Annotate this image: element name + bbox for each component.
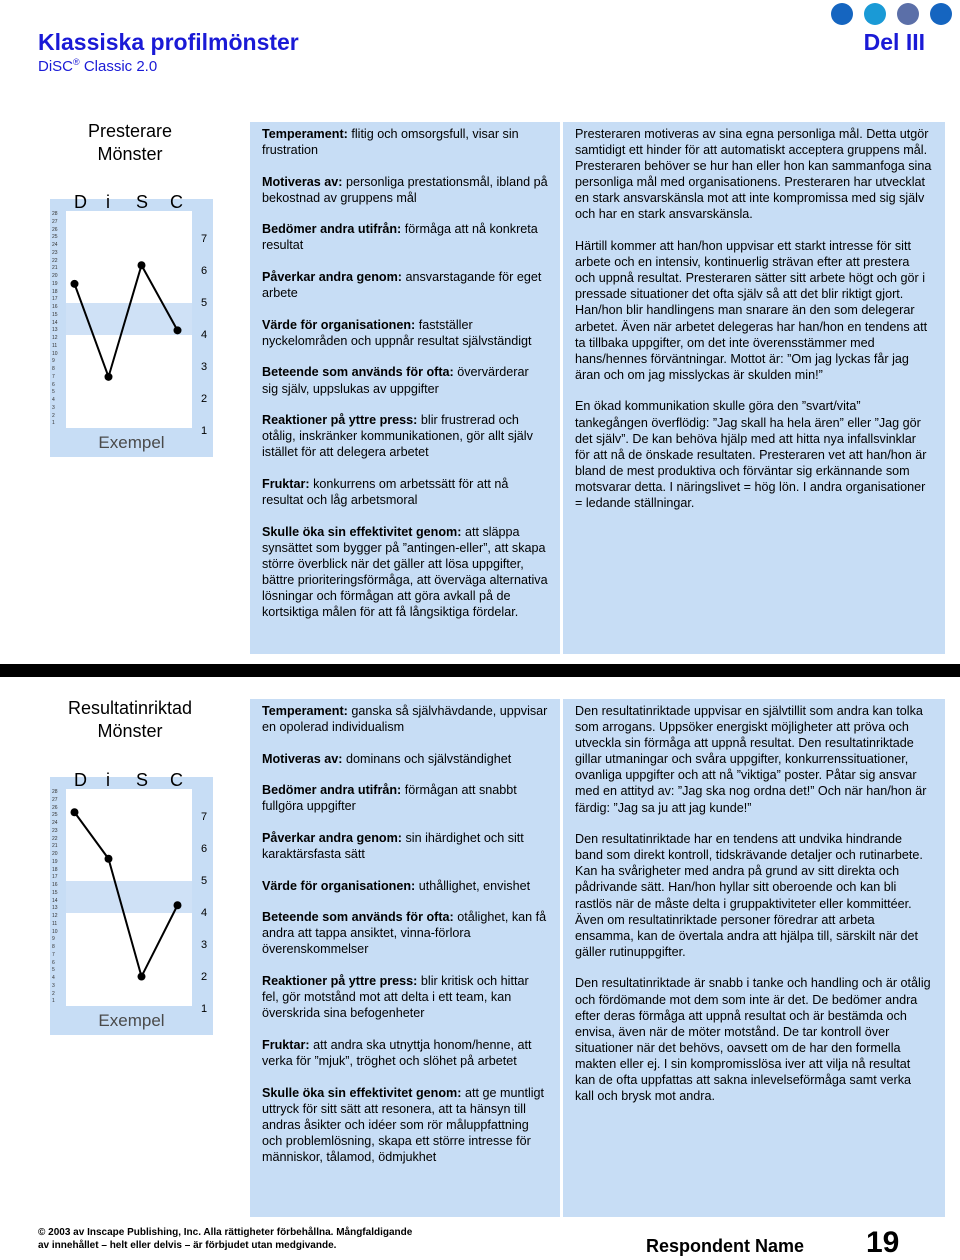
profile-name-line2: Mönster — [97, 721, 163, 741]
disc-letter-i: i — [106, 192, 110, 212]
left-scale-tick: 8 — [52, 366, 55, 372]
left-scale-tick: 25 — [52, 234, 58, 241]
left-scale-tick: 20 — [52, 851, 58, 857]
trait-item — [262, 317, 548, 349]
profile-line-chart — [50, 777, 213, 1035]
left-scale-tick: 27 — [52, 218, 58, 225]
right-scale-tick: 1 — [200, 1003, 208, 1015]
profile-point-d — [71, 808, 79, 816]
left-scale-tick: 26 — [52, 804, 58, 811]
right-scale-tick: 5 — [200, 875, 208, 887]
left-scale-tick: 22 — [52, 835, 58, 842]
trait-text: förmågan att snabbt fullgöra uppgifter — [262, 783, 517, 814]
description-paragraph: En ökad kommunikation skulle göra den ”svart/vita” tankegången överflödig: ”Jag skall ha hela ären” eller ”Jag gör det själv”. De kan behöva hjälp med att hitta nya infallsvinklar för att nå de önskade resultaten. Presteraren vet att han/hon är bland de mest produktiva och förväntar sig erkännande som motsvarar detta. I näringslivet = hög lön. I andra organisationer = ledande ställningar. — [575, 399, 927, 510]
trait-item — [262, 751, 548, 767]
profile-name — [50, 120, 210, 166]
trait-text: fastställer nyckelområden och uppnår resultat självständigt — [262, 317, 532, 348]
left-scale-tick: 11 — [52, 920, 58, 927]
trait-item — [262, 703, 548, 735]
trait-item — [262, 1037, 548, 1069]
trait-item — [262, 524, 548, 621]
description-column — [563, 122, 945, 654]
profile-name-line2: Mönster — [97, 144, 163, 164]
trait-text: personliga prestationsmål, ibland på bekostnad av gruppens mål — [262, 174, 548, 205]
left-scale-tick: 7 — [52, 951, 55, 958]
left-scale-tick: 9 — [52, 358, 55, 365]
disc-letter-i: i — [106, 770, 110, 790]
left-scale-tick: 28 — [52, 789, 58, 795]
trait-label: Fruktar: — [262, 1037, 310, 1052]
left-scale-tick: 1 — [52, 998, 55, 1005]
trait-label: Temperament: — [262, 127, 348, 141]
trait-text: dominans och självständighet — [342, 751, 512, 766]
trait-item — [262, 126, 548, 158]
dot-2 — [864, 3, 886, 25]
right-scale-tick: 3 — [200, 939, 208, 951]
description-paragraph: Den resultatinriktade uppvisar en självtillit som andra kan tolka som arrogans. Uppsöker energiskt möjligheter att pröva och utveckla sin förmåga att uppnå resultat. Den resultatinriktade gillar utmaningar och svåra uppgifter, konkurrenssituationer, ovanliga uppgifter och att nå ”viktiga” poster. Påtar sig ansvar med en attityd av: ”Jag ska nog ordna det!” Och när han/hon är färdig: ”Jag sa ju att jag kunde!” — [575, 704, 927, 815]
right-scale-tick: 3 — [200, 361, 208, 373]
profile-point-s — [138, 973, 146, 981]
trait-item — [262, 1085, 548, 1165]
left-scale-tick: 15 — [52, 889, 58, 896]
left-scale-tick: 6 — [52, 959, 55, 966]
left-scale-tick: 26 — [52, 226, 58, 233]
trait-label: Beteende som används för ofta: — [262, 910, 454, 925]
left-scale-tick: 20 — [52, 273, 58, 279]
description-paragraph: Den resultatinriktade är snabb i tanke och handling och är otålig och fördömande mot dem som inte är det. De bedömer andra efter deras förmåga att uppnå resultat och är bestämda och envisa, även när de möter motstånd. De tar kontroll över situationer när det behövs, oavsett om de har den formella makten eller ej. I sin kompromisslösa iver att vilja nå resultat kan de ofta uppfattas att sakna inlevelseförmåga samt verka kall och brysk mot andra. — [575, 976, 931, 1104]
disc-letter-c: C — [170, 770, 183, 790]
left-scale-tick: 15 — [52, 311, 58, 318]
right-scale-tick: 4 — [200, 329, 208, 341]
respondent-name: Respondent Name — [646, 1236, 805, 1256]
trait-label: Skulle öka sin effektivitet genom: — [262, 524, 462, 539]
trait-label: Reaktioner på yttre press: — [262, 974, 418, 989]
left-scale-tick: 18 — [52, 866, 58, 873]
right-scale-tick: 4 — [200, 907, 208, 919]
trait-label: Temperament: — [262, 704, 348, 718]
left-scale-tick: 7 — [52, 373, 55, 380]
copyright-line1: © 2003 av Inscape Publishing, Inc. Alla rättigheter förbehållna. Mångfaldigande — [38, 1227, 413, 1238]
profile-point-c — [174, 326, 182, 334]
left-scale-tick: 3 — [52, 982, 55, 989]
description-paragraph: Härtill kommer att han/hon uppvisar ett starkt intresse för sitt arbete och en intensiv, kontinuerlig strävan efter att prestera och uppnå resultat. Presteraren sätter sitt arbete högt och gör i pressade situationer det ofta själv så att det blir riktigt gjort. Han/hon blir handlingens man snarare än den som delegerar arbetet. Även när arbetet delegeras har han/hon en tendens att ta tillbaka uppgifter, om det inte överensstämmer med hans/hennes förväntningar. Mottot är: ”Om jag lyckas får jag äran och om jag misslyckas är skulden min!” — [575, 239, 928, 382]
trait-label: Värde för organisationen: — [262, 317, 416, 332]
left-scale-tick: 14 — [52, 319, 58, 326]
profile-line — [75, 265, 178, 377]
left-scale-tick: 11 — [52, 342, 58, 349]
disc-letter-s: S — [136, 770, 149, 790]
profile-line-chart — [50, 199, 213, 457]
profile-point-s — [138, 261, 146, 269]
left-scale-tick: 16 — [52, 304, 58, 310]
trait-item — [262, 830, 548, 862]
trait-text: otålighet, kan få andra att tappa ansiktet, vinna-förlora överenskommelser — [262, 910, 547, 957]
example-label: Exempel — [98, 1011, 165, 1030]
left-scale-tick: 21 — [52, 843, 58, 850]
trait-item — [262, 269, 548, 301]
right-scale-tick: 6 — [200, 843, 208, 855]
left-scale-tick: 5 — [52, 967, 55, 974]
left-scale-tick: 12 — [52, 335, 58, 341]
left-scale-tick: 18 — [52, 288, 58, 295]
left-scale-tick: 13 — [52, 905, 58, 912]
left-scale-tick: 23 — [52, 827, 58, 834]
right-scale-tick: 2 — [200, 971, 208, 983]
left-scale-tick: 24 — [52, 242, 58, 248]
profile-name — [50, 697, 210, 743]
disc-graph — [50, 192, 213, 457]
disc-letter-c: C — [170, 192, 183, 212]
traits-column — [250, 122, 560, 654]
trait-text: konkurrens om arbetssätt för att nå resultat och låg arbetsmoral — [262, 476, 509, 507]
trait-label: Påverkar andra genom: — [262, 270, 402, 285]
left-scale-tick: 24 — [52, 820, 58, 826]
subtitle-prefix: DiSC — [38, 58, 74, 75]
disc-letter-d: D — [74, 192, 87, 212]
disc-graph — [50, 770, 213, 1035]
profile-point-d — [71, 280, 79, 288]
trait-item — [262, 476, 548, 508]
left-scale-tick: 25 — [52, 812, 58, 819]
trait-label: Bedömer andra utifrån: — [262, 783, 402, 798]
trait-text: att andra ska utnyttja honom/henne, att verka för ”mjuk”, tröghet och slöhet på arbetet — [262, 1037, 532, 1068]
left-scale-tick: 28 — [52, 211, 58, 217]
header-dots — [831, 3, 952, 25]
trait-label: Motiveras av: — [262, 751, 343, 766]
left-scale-tick: 10 — [52, 350, 58, 357]
left-scale-tick: 12 — [52, 913, 58, 919]
left-scale-tick: 19 — [52, 858, 58, 865]
trait-item — [262, 878, 548, 894]
page-number: 19 — [866, 1226, 900, 1259]
trait-text: blir frustrerad och otålig, inskränker kommunikationen, gör allt själv istället för att delegera arbetet — [262, 413, 533, 460]
right-scale-tick: 2 — [200, 393, 208, 405]
part-label: Del III — [863, 29, 925, 55]
trait-label: Bedömer andra utifrån: — [262, 222, 402, 237]
left-scale-tick: 8 — [52, 944, 55, 950]
example-label: Exempel — [98, 433, 165, 452]
left-scale-tick: 17 — [52, 296, 58, 303]
right-scale-tick: 6 — [200, 265, 208, 277]
left-scale-tick: 9 — [52, 936, 55, 943]
trait-item — [262, 973, 548, 1021]
trait-text: övervärderar sig själv, uppslukas av uppgifter — [262, 365, 529, 396]
trait-text: ganska så självhävdande, uppvisar en opolerad individualism — [262, 704, 548, 735]
trait-text: flitig och omsorgsfull, visar sin frustration — [262, 127, 519, 158]
profile-point-i — [105, 855, 113, 863]
trait-item — [262, 412, 548, 460]
left-scale-tick: 13 — [52, 327, 58, 334]
copyright — [38, 1226, 412, 1252]
profile-point-c — [174, 901, 182, 909]
subtitle-suffix: Classic 2.0 — [79, 58, 158, 75]
left-scale-tick: 2 — [52, 990, 55, 997]
left-scale-tick: 10 — [52, 928, 58, 935]
left-scale-tick: 21 — [52, 265, 58, 272]
right-scale-tick: 1 — [200, 425, 208, 437]
disc-letter-s: S — [136, 192, 149, 212]
left-scale-tick: 17 — [52, 874, 58, 881]
profile-name-line1: Presterare — [87, 121, 173, 141]
left-scale-tick: 16 — [52, 882, 58, 888]
description-paragraph: Presteraren motiveras av sina egna personliga mål. Detta utgör samtidigt ett hinder för att automatiskt acceptera gruppens mål. Presteraren behöver se hur han eller hon kan sammanfoga sina personliga mål med organisationens. Presteraren har utvecklat en stark ansvarskänsla mot att inte kompromissa med sig själv och har en stark ansvarskänsla. — [575, 127, 932, 222]
trait-text: blir kritisk och hittar fel, gör motstånd mot att delta i ett team, kan överskrida sina befogenheter — [262, 974, 529, 1021]
left-scale-tick: 3 — [52, 404, 55, 411]
description-column — [563, 699, 945, 1217]
trait-item — [262, 909, 548, 957]
left-scale-tick: 4 — [52, 975, 55, 981]
profile-name-line1: Resultatinriktad — [67, 698, 193, 718]
right-scale-tick: 7 — [200, 811, 208, 823]
page-subtitle — [38, 57, 157, 75]
trait-text: sin ihärdighet och sitt karaktärsfasta sätt — [262, 830, 524, 862]
trait-label: Motiveras av: — [262, 174, 343, 189]
trait-label: Beteende som används för ofta: — [262, 365, 454, 380]
trait-text: ansvarstagande för eget arbete — [262, 270, 542, 301]
page-title: Klassiska profilmönster — [38, 29, 299, 55]
left-scale-tick: 4 — [52, 397, 55, 403]
description-paragraph: Den resultatinriktade har en tendens att undvika hindrande band som direkt kontroll, tidskrävande detaljer och rutinarbete. Kan ha svårigheter med andra på grund av sitt direkta och pådrivande sätt. Han/hon hyllar sitt oberoende och kan bli rastlös när de måste delta i gruppaktiviteter eller kommittéer. Även om resultatinriktade personer föredrar att arbeta ensamma, kan de övertala andra att hjälpa till, särskilt när det gäller rutinuppgifter. — [575, 832, 923, 959]
traits-column — [250, 699, 560, 1217]
left-scale-tick: 14 — [52, 897, 58, 904]
trait-item — [262, 782, 548, 814]
trait-text: förmåga att nå konkreta resultat — [262, 222, 538, 253]
dot-1 — [831, 3, 853, 25]
right-scale-tick: 7 — [200, 233, 208, 245]
left-scale-tick: 6 — [52, 381, 55, 388]
left-scale-tick: 23 — [52, 249, 58, 256]
trait-item — [262, 174, 548, 206]
trait-text: att släppa synsättet som bygger på ”antingen-eller”, att skapa större överblick när det gäller att lösa uppgifter, bättre prioriteringsförmåga, att överväga alternativa lösningar och förmågan att göra avkall på de kortsiktiga målen för att få långsiktiga fördelar. — [262, 524, 548, 620]
trait-text: uthållighet, envishet — [415, 878, 531, 893]
trait-label: Reaktioner på yttre press: — [262, 413, 418, 428]
dot-3 — [897, 3, 919, 25]
left-scale-tick: 5 — [52, 389, 55, 396]
trait-label: Fruktar: — [262, 476, 310, 491]
trait-label: Påverkar andra genom: — [262, 830, 402, 845]
left-scale-tick: 27 — [52, 796, 58, 803]
left-scale-tick: 2 — [52, 412, 55, 419]
disc-letter-d: D — [74, 770, 87, 790]
section-divider — [0, 664, 960, 677]
profile-point-i — [105, 373, 113, 381]
trait-label: Värde för organisationen: — [262, 878, 416, 893]
left-scale-tick: 22 — [52, 257, 58, 264]
trait-label: Skulle öka sin effektivitet genom: — [262, 1085, 462, 1100]
copyright-line2: av innehållet – helt eller delvis – är förbjudet utan medgivande. — [38, 1240, 337, 1251]
registered-mark: ® — [73, 57, 80, 67]
trait-text: att ge muntligt uttryck för sitt sätt att resonera, att ta hänsyn till andras åsikter och idéer som rör måluppfattning och problemlösning, skapa ett större intresse för människor, tålamod, ödmjukhet — [262, 1085, 545, 1164]
left-scale-tick: 1 — [52, 420, 55, 427]
profile-line — [75, 812, 178, 976]
trait-item — [262, 364, 548, 396]
left-scale-tick: 19 — [52, 280, 58, 287]
right-scale-tick: 5 — [200, 297, 208, 309]
dot-4 — [930, 3, 952, 25]
trait-item — [262, 221, 548, 253]
